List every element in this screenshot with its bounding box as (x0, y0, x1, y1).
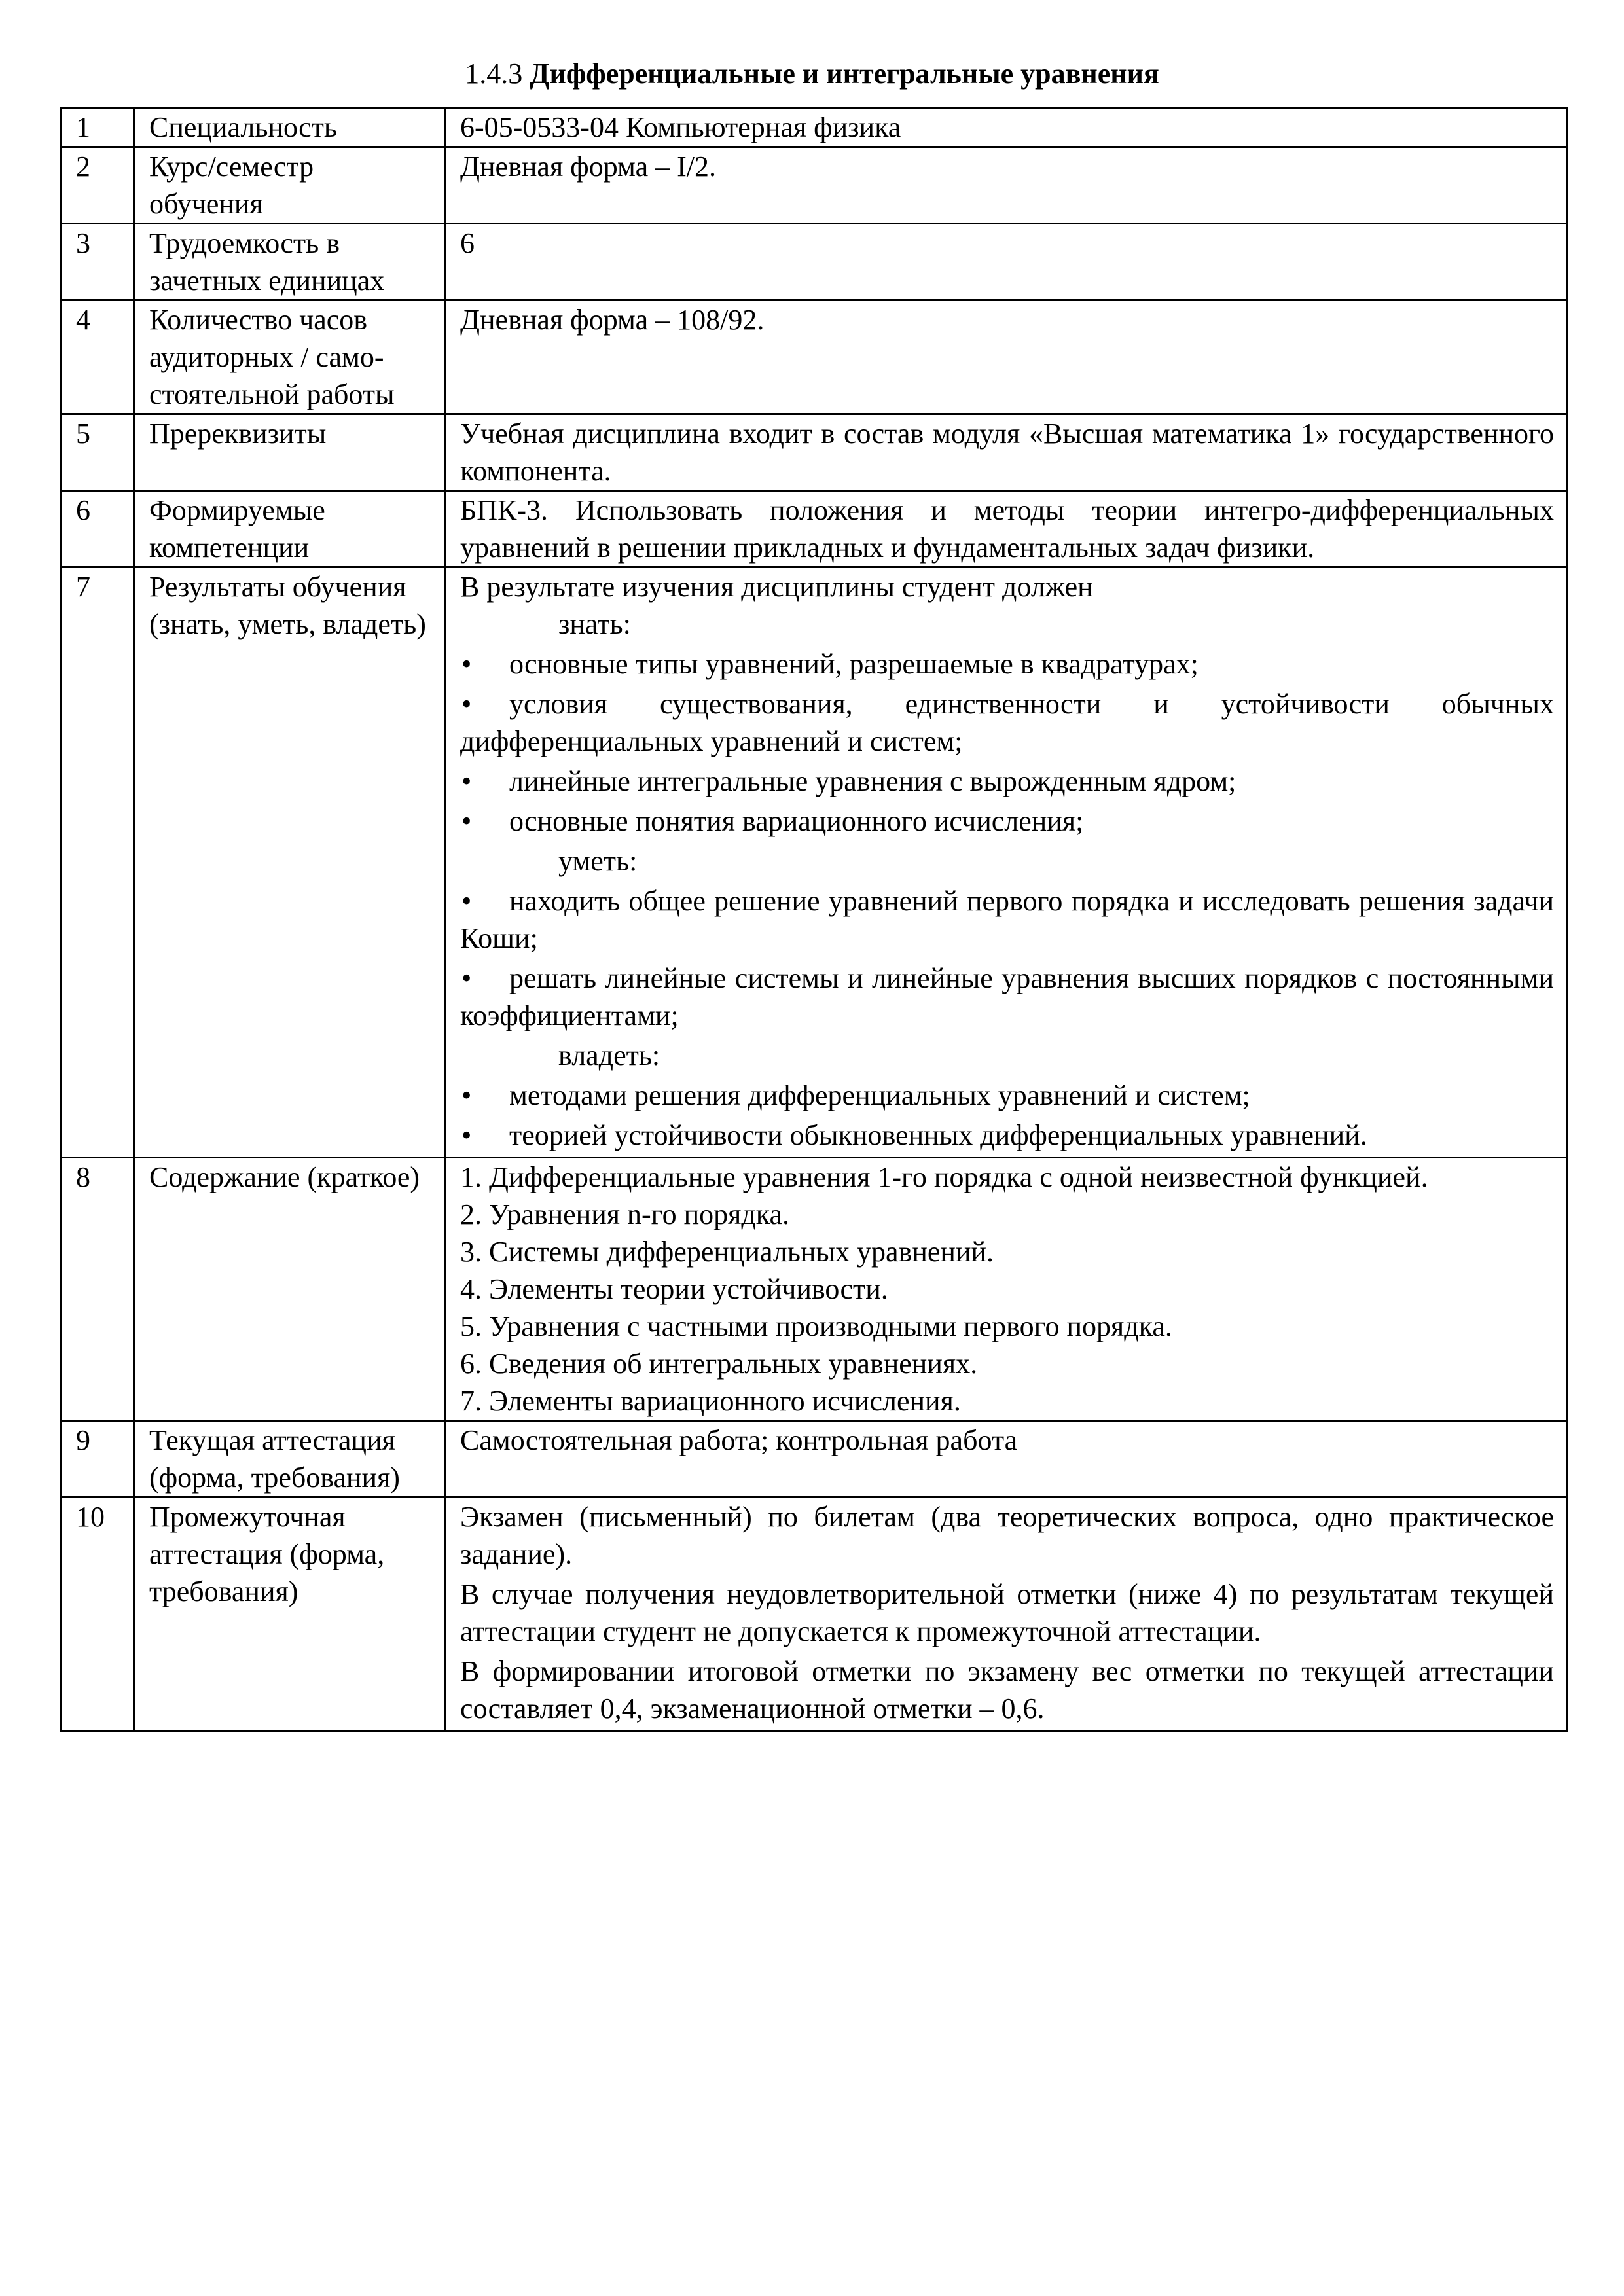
row-label: Курс/семестр обучения (134, 147, 445, 224)
table-row (61, 224, 1567, 300)
row-number: 7 (61, 567, 134, 1158)
row-label: Текущая аттестация (форма, требования) (134, 1421, 445, 1498)
row-label: Трудоемкость в зачетных единицах (134, 224, 445, 300)
outcomes-intro: В результате изучения дисциплины студент должен (460, 571, 1093, 603)
row-number: 5 (61, 414, 134, 491)
content-item: 1. Дифференциальные уравнения 1-го порядка с одной неизвестной функцией. (460, 1161, 1428, 1193)
content-item: 2. Уравнения n-го порядка. (460, 1198, 790, 1230)
list-item: • основные понятия вариационного исчисления; (460, 802, 1554, 840)
row-content: БПК-3. Использовать положения и методы теории интегро-дифференциальных уравнений в решении прикладных и фундаментальных задач физики. (445, 491, 1567, 567)
table-row (61, 414, 1567, 491)
content-item: 7. Элементы вариационного исчисления. (460, 1385, 961, 1417)
row-content: 6 (445, 224, 1567, 300)
table-row (61, 1421, 1567, 1498)
list-item: • находить общее решение уравнений первого порядка и исследовать решения задачи Коши; (460, 882, 1554, 957)
row-label: Содержание (краткое) (134, 1158, 445, 1421)
row-number: 9 (61, 1421, 134, 1498)
section-number: 1.4.3 (465, 58, 523, 90)
content-item: 4. Элементы теории устойчивости. (460, 1273, 888, 1305)
row-content (445, 1158, 1567, 1421)
row-number: 3 (61, 224, 134, 300)
row-label: Промежуточная аттестация (форма, требования) (134, 1498, 445, 1731)
row-content: 6-05-0533-04 Компьютерная физика (445, 108, 1567, 147)
page-title (0, 54, 1624, 94)
list-item: • условия существования, единственности и устойчивости обычных дифференциальных уравнений и систем; (460, 685, 1554, 760)
row-label: Результаты обучения (знать, уметь, владеть) (134, 567, 445, 1158)
attestation-paragraph: Экзамен (письменный) по билетам (два теоретических вопроса, одно практическое задание). (460, 1501, 1554, 1570)
row-content (445, 1498, 1567, 1731)
content-item: 5. Уравнения с частными производными первого порядка. (460, 1310, 1172, 1342)
table-row (61, 300, 1567, 414)
content-item: 3. Системы дифференциальных уравнений. (460, 1236, 994, 1268)
row-number: 6 (61, 491, 134, 567)
row-label: Специальность (134, 108, 445, 147)
list-item: • методами решения дифференциальных уравнений и систем; (460, 1077, 1554, 1114)
row-content: Самостоятельная работа; контрольная работа (445, 1421, 1567, 1498)
row-content: Дневная форма – 108/92. (445, 300, 1567, 414)
section-title: Дифференциальные и интегральные уравнения (530, 58, 1159, 90)
row-content (445, 567, 1567, 1158)
list-item: • линейные интегральные уравнения с вырожденным ядром; (460, 762, 1554, 800)
row-content: Учебная дисциплина входит в состав модуля «Высшая математика 1» государственного компонента. (445, 414, 1567, 491)
row-label: Пререквизиты (134, 414, 445, 491)
content-item: 6. Сведения об интегральных уравнениях. (460, 1348, 978, 1380)
row-content: Дневная форма – I/2. (445, 147, 1567, 224)
list-item: • решать линейные системы и линейные уравнения высших порядков с постоянными коэффициентами; (460, 960, 1554, 1034)
row-number: 10 (61, 1498, 134, 1731)
table-row (61, 147, 1567, 224)
table-row (61, 567, 1567, 1158)
row-number: 4 (61, 300, 134, 414)
table-row (61, 1498, 1567, 1731)
table-row (61, 1158, 1567, 1421)
row-label: Формируемые компетенции (134, 491, 445, 567)
attestation-paragraph: В случае получения неудовлетворительной отметки (ниже 4) по результатам текущей аттестации студент не допускается к промежуточной аттестации. (460, 1578, 1554, 1647)
row-number: 2 (61, 147, 134, 224)
list-item: • основные типы уравнений, разрешаемые в квадратурах; (460, 645, 1554, 683)
table-row (61, 491, 1567, 567)
row-number: 1 (61, 108, 134, 147)
attestation-paragraph: В формировании итоговой отметки по экзамену вес отметки по текущей аттестации составляет 0,4, экзаменационной отметки – 0,6. (460, 1655, 1554, 1725)
know-heading: знать: (558, 608, 631, 640)
course-spec-table (60, 107, 1568, 1732)
table-row (61, 108, 1567, 147)
row-number: 8 (61, 1158, 134, 1421)
list-item: • теорией устойчивости обыкновенных дифференциальных уравнений. (460, 1117, 1554, 1154)
own-heading: владеть: (558, 1039, 660, 1071)
row-label: Количество часов аудиторных / само-стоятельной работы (134, 300, 445, 414)
can-heading: уметь: (558, 845, 638, 877)
